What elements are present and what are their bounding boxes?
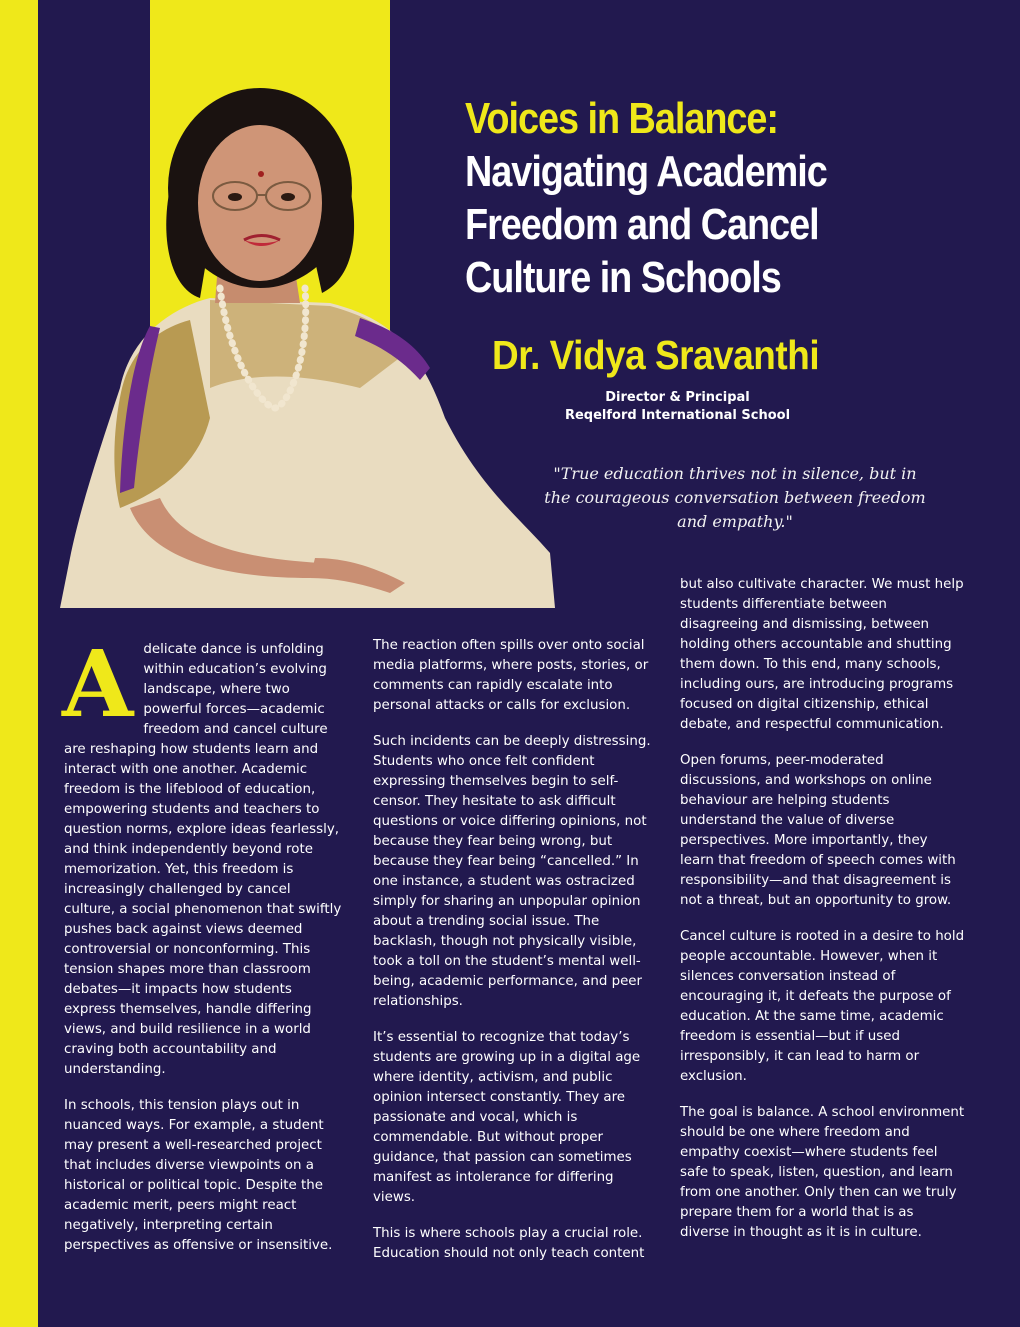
paragraph — [62, 630, 344, 1080]
paragraph: Such incidents can be deeply distressing. Students who once felt confident expressing themselves begin to self-censor. They hesitate to ask difficult questions or voice differing opinions, not because they fear being wrong, but because they fear being “cancelled.” In one instance, a student was ostracized simply for sharing an unpopular opinion about a trending social issue. The backlash, though not physically visible, took a toll on the student’s mental well-being, academic performance, and peer relationships. — [373, 734, 651, 1009]
title-rest: Navigating Academic Freedom and Cancel Culture in Schools — [465, 147, 827, 302]
left-accent-strip — [0, 0, 38, 1327]
author-role: Director & Principal — [605, 390, 750, 405]
drop-cap: A — [62, 630, 134, 738]
article-column-2 — [373, 636, 655, 1280]
paragraph: Cancel culture is rooted in a desire to hold people accountable. However, when it silences conversation instead of encouraging it, it defeats the purpose of education. At the same time, academic freedom is essential—but if used irresponsibly, it can lead to harm or exclusion. — [680, 929, 965, 1084]
paragraph: It’s essential to recognize that today’s students are growing up in a digital age where identity, activism, and public opinion intersect constantly. They are passionate and vocal, which is commendable. But without proper guidance, that passion can sometimes manifest as intolerance for differing views. — [373, 1030, 641, 1205]
author-name: Dr. Vidya Sravanthi — [492, 332, 820, 378]
paragraph-text: delicate dance is unfolding within education’s evolving landscape, where two powerful forces—academic freedom and cancel culture are reshaping how students learn and interact with one another. Academic freedom is the lifeblood of education, empowering students and teachers to question norms, explore ideas fearlessly, and think independently beyond rote memorization. Yet, this freedom is increasingly challenged by cancel culture, a social phenomenon that swiftly pushes back against views deemed controversial or nonconforming. This tension shapes more than classroom debates—it impacts how students express themselves, handle differing views, and build resilience in a world craving both accountability and understanding. — [64, 642, 342, 1077]
pull-quote: "True education thrives not in silence, but in the courageous conversation between freedom and empathy." — [544, 464, 926, 531]
paragraph: Open forums, peer-moderated discussions, and workshops on online behaviour are helping students understand the value of diverse perspectives. More importantly, they learn that freedom of speech comes with responsibility—and that disagreement is not a threat, but an opportunity to grow. — [680, 753, 956, 908]
paragraph: but also cultivate character. We must help students differentiate between disagreeing and dismissing, between holding others accountable and shutting them down. To this end, many schools, including ours, are introducing programs focused on digital citizenship, ethical debate, and respectful communication. — [680, 577, 964, 732]
author-credentials — [540, 389, 815, 425]
paragraph: In schools, this tension plays out in nuanced ways. For example, a student may present a well-researched project that includes diverse viewpoints on a historical or political topic. Despite the academic merit, peers might react negatively, interpreting certain perspectives as offensive or insensitive. — [64, 1098, 333, 1253]
paragraph: The reaction often spills over onto social media platforms, where posts, stories, or comments can rapidly escalate into personal attacks or calls for exclusion. — [373, 638, 649, 713]
paragraph: The goal is balance. A school environment should be one where freedom and empathy coexist—where students feel safe to speak, listen, question, and learn from one another. Only then can we truly prepare them for a world that is as diverse in thought as it is in culture. — [680, 1105, 965, 1240]
article-column-1 — [62, 630, 344, 1272]
article-column-3 — [680, 575, 965, 1259]
title-highlight: Voices in Balance: — [465, 94, 779, 143]
paragraph: This is where schools play a crucial role. Education should not only teach content — [373, 1226, 645, 1261]
article-title — [465, 92, 912, 304]
author-organization: Reqelford International School — [564, 408, 791, 423]
